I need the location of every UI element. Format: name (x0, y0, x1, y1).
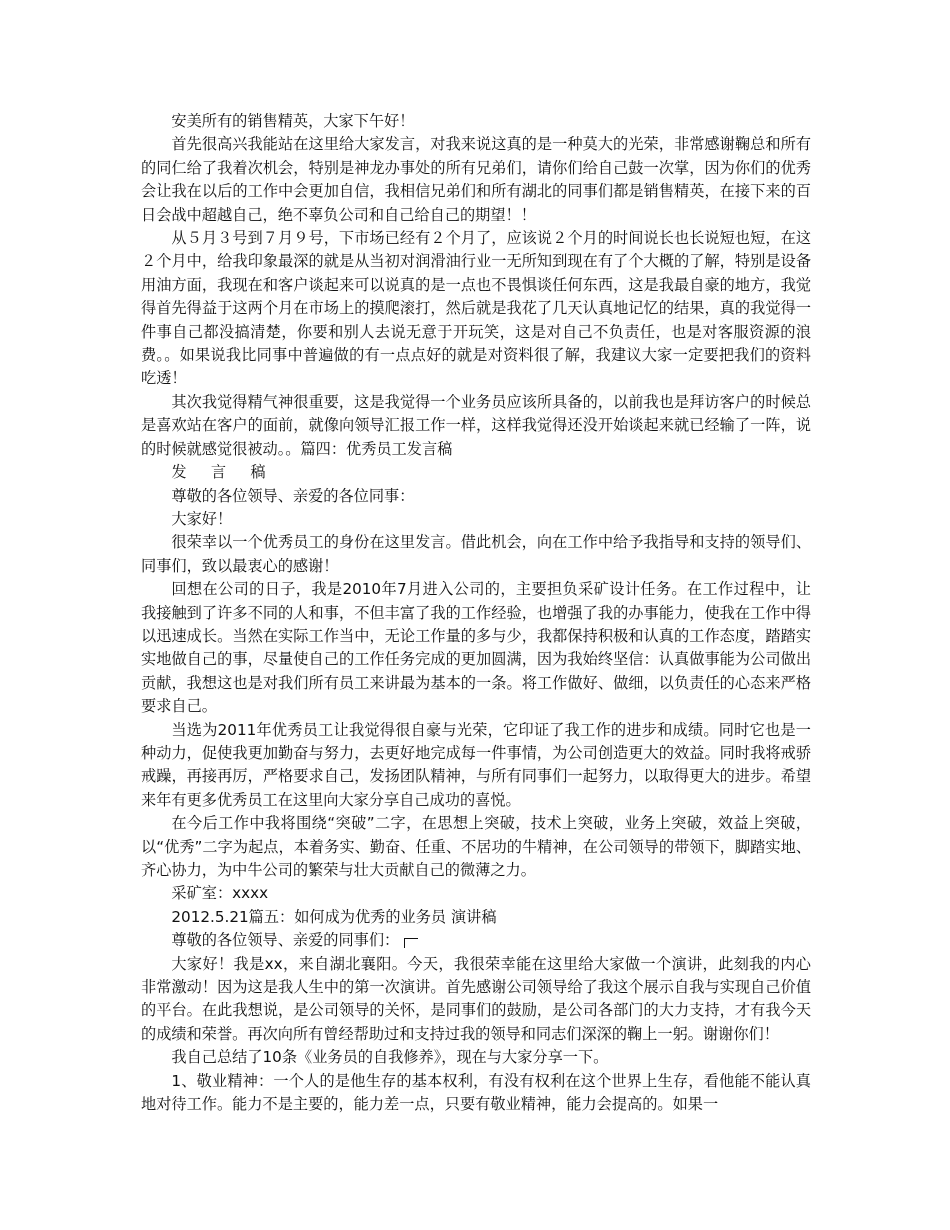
paragraph-award: 当选为2011年优秀员工让我觉得很自豪与光荣，它印证了我工作的进步和成绩。同时它也是一种动力，促使我更加勤奋与努力，去更好地完成每一件事情，为公司创造更大的效益。同时我将戒骄戒躁，再接再厉，严格要求自己，发扬团队精神，与所有同事们一起努力，以取得更大的进步。希望来年有更多优秀员工在这里向大家分享自己成功的喜悦。 (141, 720, 811, 809)
greeting-hello: 大家好！ (171, 509, 233, 528)
greeting-paragraph: 安美所有的销售精英，大家下午好！ (171, 112, 415, 130)
paragraph-future: 在今后工作中我将围绕“突破”二字，在思想上突破，技术上突破，业务上突破，效益上突破，以“优秀”二字为起点，本着务实、勤奋、任重、不居功的牛精神，在公司领导的带领下，脚踏实地、齐心协力，为中牛公司的繁荣与壮大贡献自己的微薄之力。 (141, 814, 811, 879)
paragraph-dedication: 1、敬业精神：一个人的是他生存的基本权利，有没有权利在这个世界上生存，看他能不能认真地对待工作。能力不是主要的，能力差一点，只要有敬业精神，能力会提高的。如果一 (141, 1071, 811, 1114)
paragraph-honor: 很荣幸以一个优秀员工的身份在这里发言。借此机会，向在工作中给予我指导和支持的领导们、同事们，致以最衷心的感谢！ (141, 533, 811, 575)
paragraph-market-experience: 从５月３号到７月９号，下市场已经有２个月了，应该说２个月的时间说长也长说短也短，在这２个月中，给我印象最深的就是从当初对润滑油行业一无所知到现在有了个大概的了解，特别是设备用油方面，我现在和客户谈起来可以说真的是一点也不畏惧谈任何东西，这是我最自豪的地方，我觉得首先得益于这两个月在市场上的摸爬滚打，然后就是我花了几天认真地记忆的结果，真的我觉得一件事自己都没搞清楚，你要和别人去说无意于开玩笑，这是对自己不负责任，也是对客服资源的浪费。。如果说我比同事中普遍做的有一点点好的就是对资料很了解，我建议大家一定要把我们的资料吃透！ (141, 229, 811, 388)
document-body (141, 110, 811, 1116)
date-and-heading: 2012.5.21篇五：如何成为优秀的业务员 演讲稿 (171, 907, 497, 926)
paragraph-recollection: 回想在公司的日子，我是2010年7月进入公司的，主要担负采矿设计任务。在工作过程中，让我接触到了许多不同的人和事，不但丰富了我的工作经验，也增强了我的办事能力，使我在工作中得以迅速成长。当然在实际工作当中，无论工作量的多与少，我都保持积极和认真的工作态度，踏踏实实地做自己的事，尽量使自己的工作任务完成的更加圆满，因为我始终坚信：认真做事能为公司做出贡献，我想这也是对我们所有员工来讲最为基本的一条。将工作做好、做细，以负责任的心态来严格要求自己。 (141, 580, 811, 716)
corner-mark-icon (404, 938, 418, 948)
signature-department: 采矿室：xxxx (171, 884, 269, 903)
paragraph-summary: 我自己总结了10条《业务员的自我修养》，现在与大家分享一下。 (171, 1048, 609, 1067)
salutation-2-text: 尊敬的各位领导、亲爱的同事们： (171, 931, 400, 950)
salutation-2 (141, 929, 811, 952)
salutation: 尊敬的各位领导、亲爱的各位同事： (171, 486, 415, 505)
speech-title: 发言稿 (171, 463, 290, 482)
paragraph-introduction: 大家好！我是xx，来自湖北襄阳。今天，我很荣幸能在这里给大家做一个演讲，此刻我的内心非常激动！因为这是我人生中的第一次演讲。首先感谢公司领导给了我这个展示自我与实现自己价值的平台。在此我想说，是公司领导的关怀，是同事们的鼓励，是公司各部门的大力支持，才有我今天的成绩和荣誉。再次向所有曾经帮助过和支持过我的领导和同志们深深的鞠上一躬。谢谢你们！ (141, 954, 811, 1043)
paragraph-spirit: 其次我觉得精气神很重要，这是我觉得一个业务员应该所具备的，以前我也是拜访客户的时候总是喜欢站在客户的面前，就像向领导汇报工作一样，这样我觉得还没开始谈起来就已经输了一阵，说的时候就感觉很被动。。篇四：优秀员工发言稿 (141, 392, 811, 458)
paragraph-thanks: 首先很高兴我能站在这里给大家发言，对我来说这真的是一种莫大的光荣，非常感谢鞠总和所有的同仁给了我着次机会，特别是神龙办事处的所有兄弟们，请你们给自己鼓一次掌，因为你们的优秀会让我在以后的工作中会更加自信，我相信兄弟们和所有湖北的同事们都是销售精英，在接下来的百日会战中超越自己，绝不辜负公司和自己给自己的期望！！ (141, 135, 811, 224)
